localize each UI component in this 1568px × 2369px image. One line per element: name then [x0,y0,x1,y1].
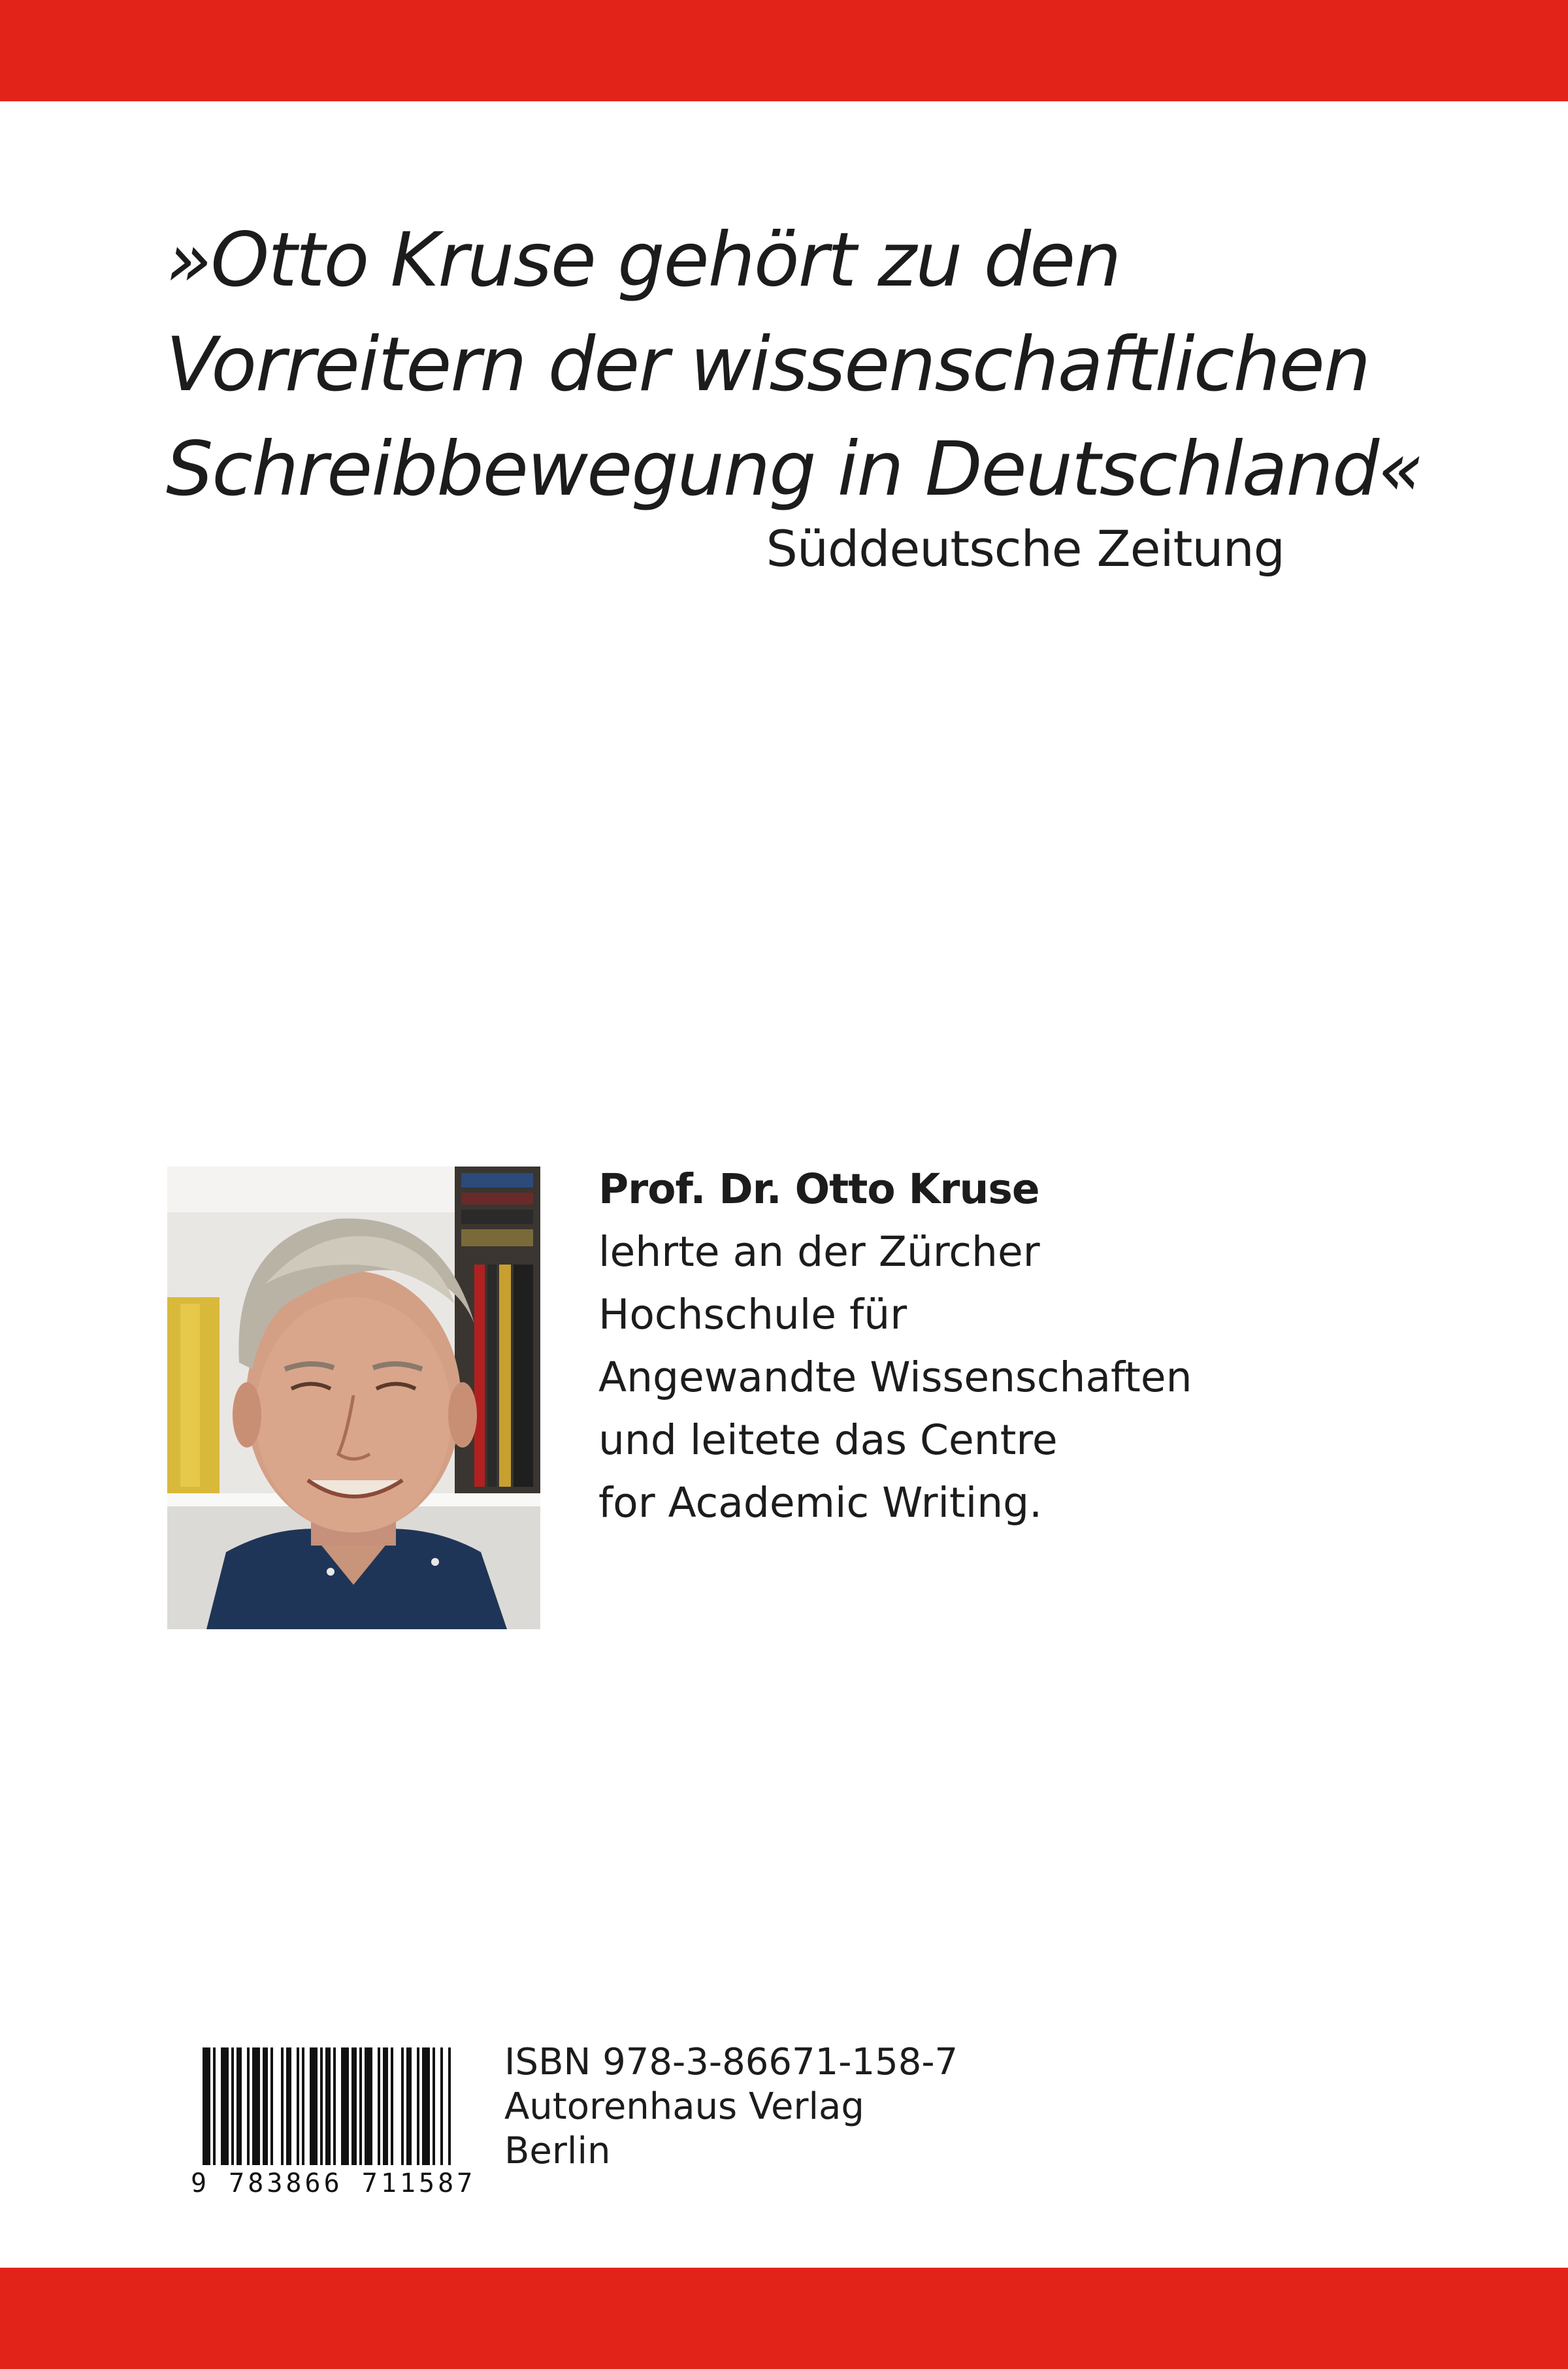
barcode-bar [383,2047,388,2165]
barcode-bar [203,2047,210,2165]
barcode-bar [341,2047,349,2165]
barcode-bar [247,2047,250,2165]
bio-line: und leitete das Centre [598,1416,1058,1464]
barcode-bar [297,2047,299,2165]
barcode-bar [448,2047,451,2165]
barcode-bar [406,2047,412,2165]
publisher-city: Berlin [504,2130,611,2172]
barcode-bar [310,2047,318,2165]
bio-line: for Academic Writing. [598,1479,1043,1527]
barcode-bar [422,2047,430,2165]
barcode-bar [440,2047,443,2165]
barcode-bar [417,2047,419,2165]
bio-line: lehrte an der Zürcher [598,1228,1040,1276]
quote-line: Schreibbewegung in Deutschland« [166,425,1423,512]
barcode-bar [237,2047,242,2165]
barcode-bar [365,2047,372,2165]
barcode-bar [270,2047,273,2165]
back-cover-quote [166,208,1423,522]
barcode-bar [263,2047,268,2165]
publication-info [504,2040,958,2174]
barcode-bar [433,2047,435,2165]
author-name: Prof. Dr. Otto Kruse [598,1165,1039,1213]
barcode-bar [378,2047,380,2165]
barcode-bar [333,2047,336,2165]
bottom-red-band [0,2268,1568,2369]
author-portrait-photo [167,1167,540,1629]
barcode-digits: 9 783866 711587 [191,2168,476,2198]
barcode-bar [252,2047,260,2165]
barcode-bar [359,2047,362,2165]
barcode-bar [286,2047,291,2165]
bio-line: Angewandte Wissenschaften [598,1353,1192,1401]
barcode-bar [351,2047,357,2165]
barcode-bar [221,2047,229,2165]
quote-source: Süddeutsche Zeitung [766,520,1284,578]
barcode-bar [213,2047,216,2165]
barcode-bar [231,2047,234,2165]
barcode-bar [401,2047,404,2165]
quote-line: »Otto Kruse gehört zu den [166,216,1120,303]
barcode-bar [325,2047,331,2165]
isbn-text: ISBN 978-3-86671-158-7 [504,2041,958,2083]
barcode-bar [320,2047,323,2165]
publisher-name: Autorenhaus Verlag [504,2085,864,2128]
author-bio [598,1158,1382,1534]
quote-line: Vorreitern der wissenschaftlichen [166,321,1370,408]
barcode-bar [302,2047,304,2165]
top-red-band [0,0,1568,101]
barcode-bar [281,2047,284,2165]
barcode-bar [391,2047,393,2165]
bio-line: Hochschule für [598,1291,907,1338]
